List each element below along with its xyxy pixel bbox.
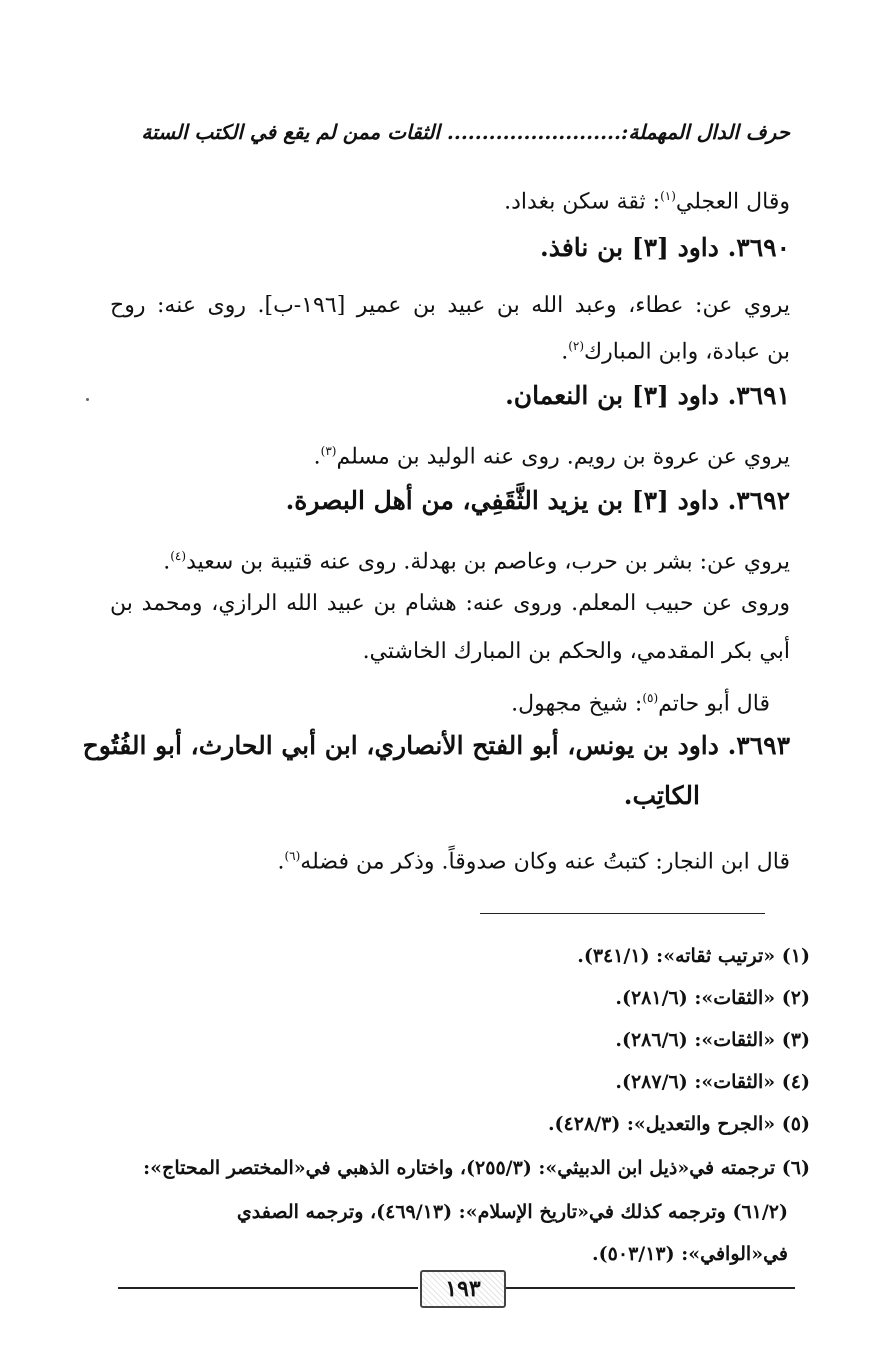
footnote-6-cont: في«الوافي»: (٥٠٣/١٣). <box>592 1243 788 1265</box>
entry-title-3693-cont: الكاتِب. <box>623 781 700 810</box>
text-segment: يروي عن عروة بن رويم. روى عنه الوليد بن مسلم <box>336 444 790 470</box>
text-line: وروى عن حبيب المعلم. وروى عنه: هشام بن عبيد الله الرازي، ومحمد بن <box>110 591 790 616</box>
text-segment: . <box>313 444 321 470</box>
text-segment: . <box>561 339 569 365</box>
footnote-6: (٦) ترجمته في«ذيل ابن الدبيثي»: (٢٥٥/٣)، واختاره الذهبي في«المختصر المحتاج»: <box>143 1157 810 1179</box>
folio-rule-right <box>505 1287 795 1289</box>
scan-speck <box>86 398 89 401</box>
text-segment: قال أبو حاتم <box>658 691 770 717</box>
text-line <box>277 830 790 888</box>
text-segment: : ثقة سكن بغداد. <box>504 189 661 215</box>
entry-title-3691: ٣٦٩١. داود [٣] بن النعمان. <box>505 381 790 410</box>
running-head <box>130 120 790 144</box>
footnote-6-cont: (٦١/٢) وترجمه كذلك في«تاريخ الإسلام»: (٤٦٩/١٣)، وترجمه الصفدي <box>236 1201 788 1223</box>
entry-title-3693: ٣٦٩٣. داود بن يونس، أبو الفتح الأنصاري، ابن أبي الحارث، أبو الفُتُوح <box>82 731 790 760</box>
text-segment: . <box>163 549 171 575</box>
text-segment: يروي عن: بشر بن حرب، وعاصم بن بهدلة. روى عنه قتيبة بن سعيد <box>186 549 790 575</box>
footnote-ref: (٦) <box>284 849 301 863</box>
footnote-2: (٢) «الثقات»: (٢٨١/٦). <box>615 987 810 1009</box>
footnote-4: (٤) «الثقات»: (٢٨٧/٦). <box>615 1071 810 1093</box>
text-segment: قال ابن النجار: كتبتُ عنه وكان صدوقاً. وذكر من فضله <box>300 849 790 875</box>
folio-rule-left <box>118 1287 418 1289</box>
footnote-ref: (٣) <box>320 444 337 458</box>
entry-title-3692: ٣٦٩٢. داود [٣] بن يزيد الثَّقَفِي، من أهل البصرة. <box>285 486 790 515</box>
text-segment: بن عبادة، وابن المبارك <box>584 339 790 365</box>
footnote-ref: (٥) <box>642 691 659 705</box>
running-head-section: حرف الدال المهملة <box>628 120 790 144</box>
page-number: ١٩٣ <box>420 1270 506 1308</box>
text-line: يروي عن: عطاء، وعبد الله بن عبيد بن عمير [١٩٦-ب]. روى عنه: روح <box>110 293 790 318</box>
footnote-ref: (٤) <box>170 549 187 563</box>
text-segment: : شيخ مجهول. <box>511 691 643 717</box>
text-line: أبي بكر المقدمي، والحكم بن المبارك الخاشتي. <box>362 639 790 664</box>
footnote-ref: (١) <box>660 189 676 203</box>
text-segment: وقال العجلي <box>675 189 790 215</box>
entry-title-3690: ٣٦٩٠. داود [٣] بن نافذ. <box>540 233 790 262</box>
footnote-3: (٣) «الثقات»: (٢٨٦/٦). <box>615 1029 810 1051</box>
footnote-5: (٥) «الجرح والتعديل»: (٤٢٨/٣). <box>547 1113 810 1135</box>
text-segment: . <box>277 849 285 875</box>
footnote-divider <box>480 913 765 914</box>
footnote-1: (١) «ترتيب ثقاته»: (٣٤١/١). <box>577 945 810 967</box>
footnote-ref: (٢) <box>568 339 585 353</box>
text-line <box>504 170 790 228</box>
running-head-title: الثقات ممن لم يقع في الكتب الستة <box>141 120 440 144</box>
running-head-separator: :......................... <box>446 120 629 144</box>
